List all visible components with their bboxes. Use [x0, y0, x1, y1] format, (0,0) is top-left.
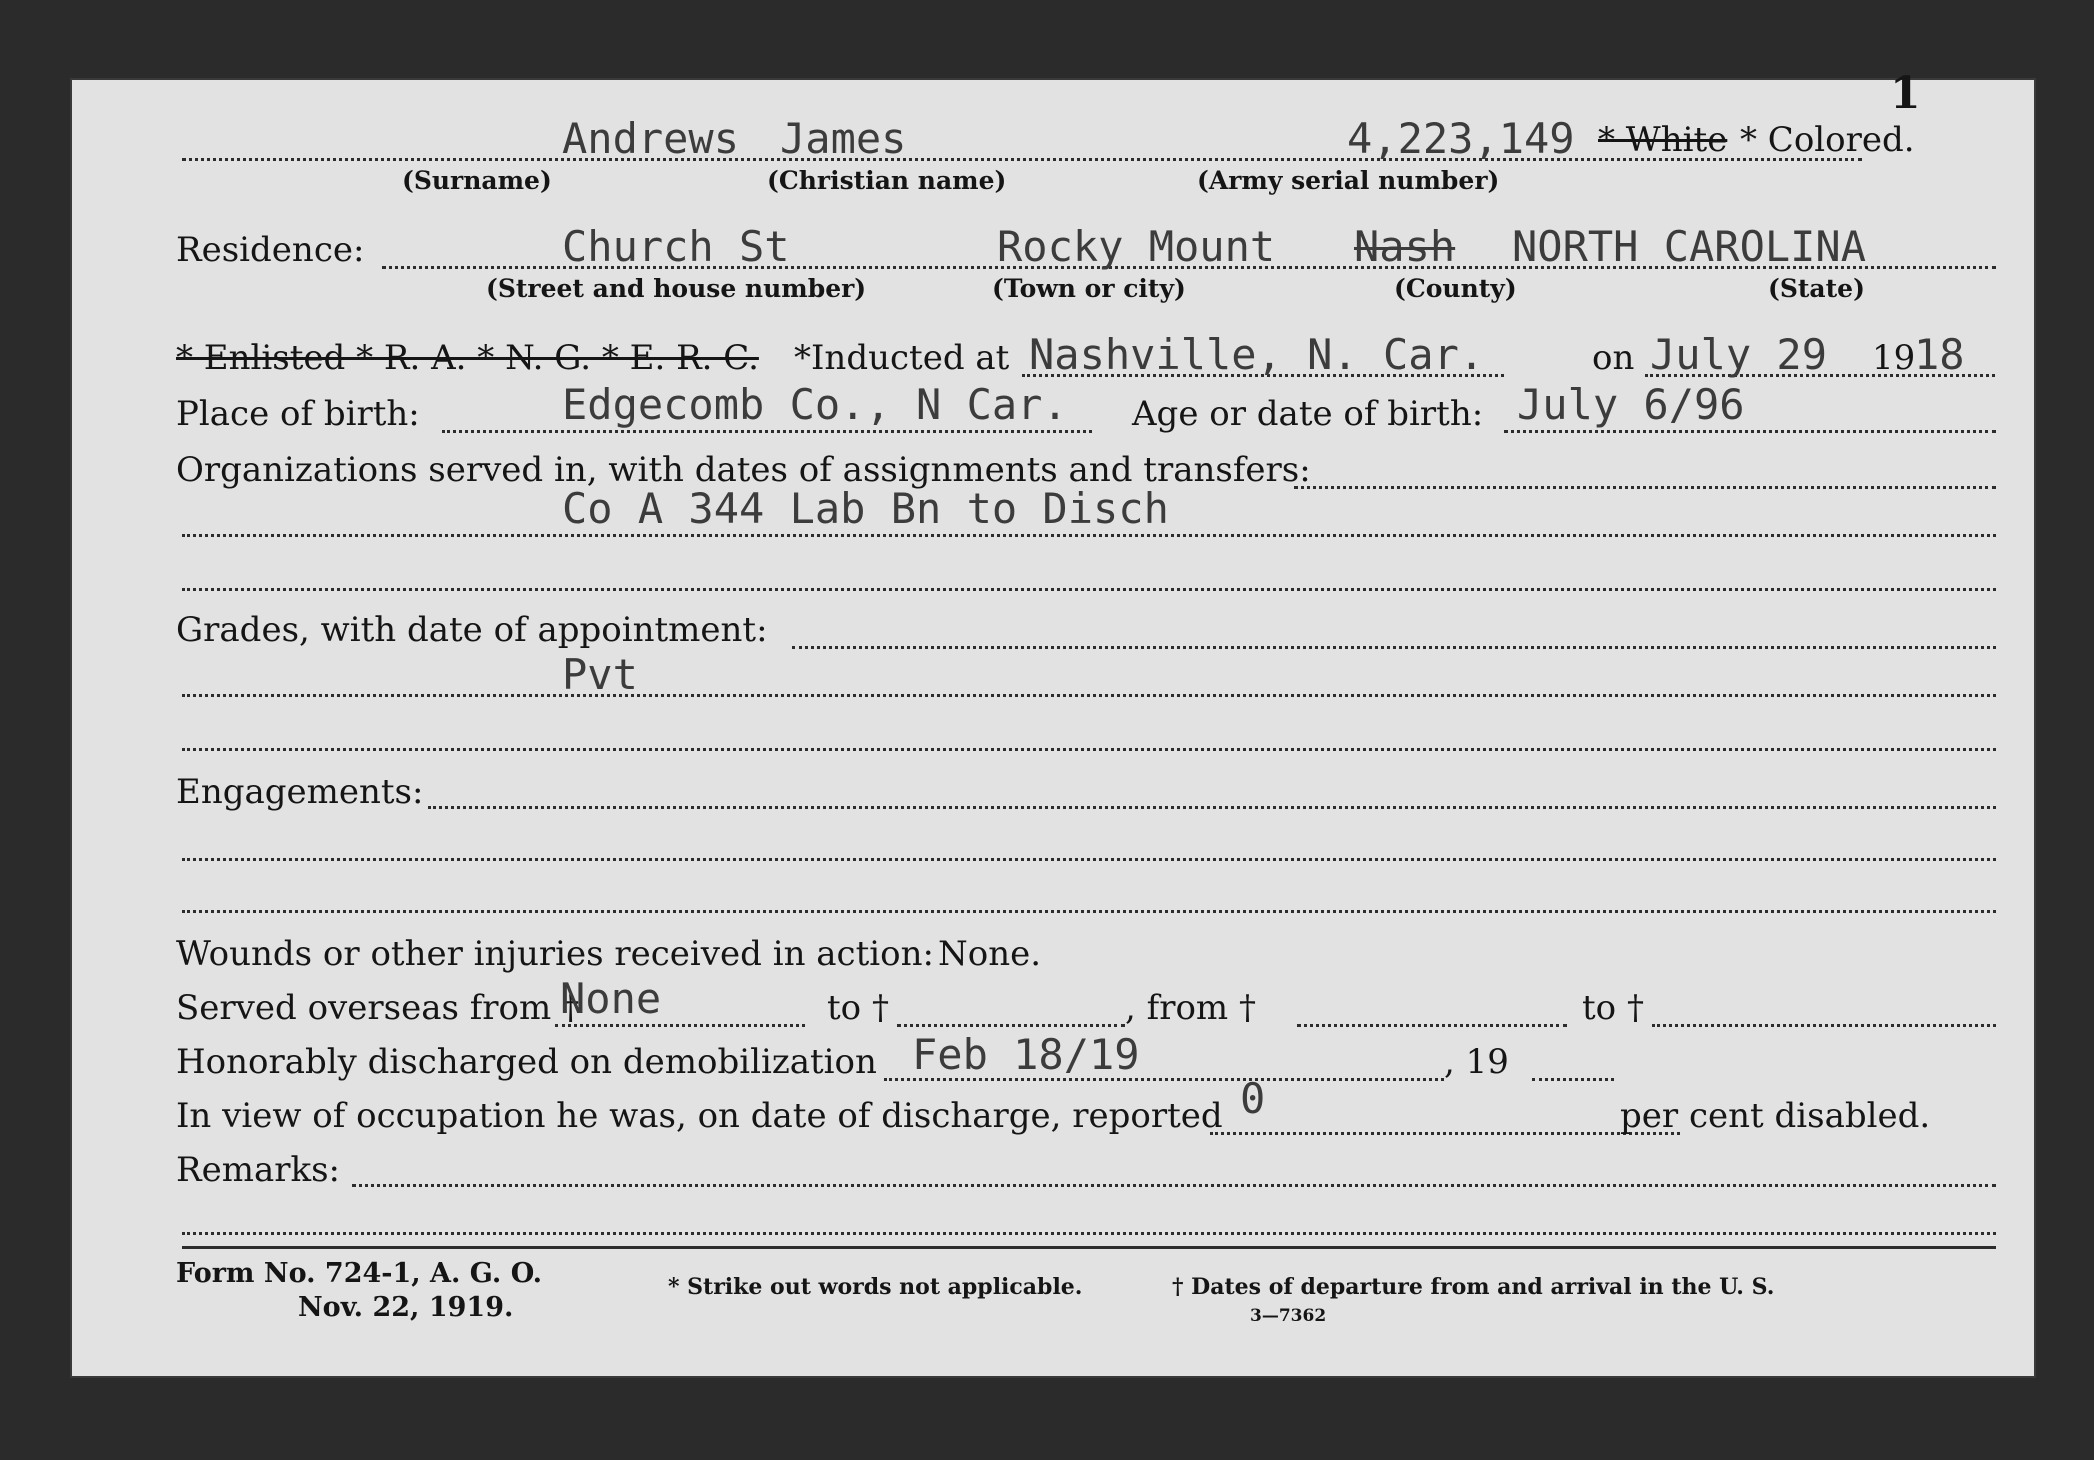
overseas-to-label: to †	[827, 988, 889, 1028]
discharge-year-label: , 19	[1444, 1042, 1509, 1082]
disability-value: 0	[1240, 1074, 1266, 1123]
form-date: Nov. 22, 1919.	[298, 1292, 514, 1323]
town-value: Rocky Mount	[997, 222, 1276, 271]
county-caption: (County)	[1394, 274, 1517, 303]
overseas-from-value: None	[560, 974, 662, 1023]
organizations-label: Organizations served in, with dates of assignments and transfers:	[176, 450, 1311, 490]
town-caption: (Town or city)	[992, 274, 1186, 303]
grades-line-3	[182, 748, 1996, 751]
grades-line-2	[182, 694, 1996, 697]
footer-rule	[182, 1246, 1996, 1249]
overseas-to2-label: to †	[1582, 988, 1644, 1028]
grades-value: Pvt	[562, 650, 638, 699]
disability-suffix: per cent disabled.	[1620, 1096, 1931, 1136]
strike-out-note: * Strike out words not applicable.	[668, 1274, 1083, 1300]
overseas-from-label: Served overseas from †	[176, 988, 580, 1028]
overseas-from-line	[555, 1024, 805, 1027]
overseas-from2-label: , from †	[1125, 988, 1256, 1028]
engagements-line-3	[182, 910, 1996, 913]
grades-line-1	[792, 646, 1996, 649]
overseas-from2-line	[1297, 1024, 1567, 1027]
white-label-struck: * White	[1598, 120, 1728, 160]
print-code: 3—7362	[1250, 1306, 1327, 1326]
discharge-date-value: Feb 18/19	[912, 1030, 1140, 1079]
inducted-label: *Inducted at	[794, 338, 1010, 378]
engagements-line-1	[428, 806, 1996, 809]
enlistment-options-struck: * Enlisted * R. A. * N. G. * E. R. C.	[176, 338, 759, 378]
remarks-line-2	[182, 1232, 1996, 1235]
residence-label: Residence:	[176, 230, 365, 270]
disability-line	[1210, 1132, 1680, 1135]
overseas-to2-line	[1652, 1024, 1996, 1027]
engagements-line-2	[182, 858, 1996, 861]
place-of-birth-value: Edgecomb Co., N Car.	[562, 380, 1068, 429]
christian-name-value: James	[780, 114, 907, 163]
remarks-line-1	[352, 1184, 1996, 1187]
state-value: NORTH CAROLINA	[1512, 222, 1867, 271]
induction-date-value: July 29	[1650, 330, 1828, 379]
discharge-year-line	[1532, 1078, 1614, 1081]
service-record-card	[72, 68, 2034, 1376]
dates-note: † Dates of departure from and arrival in the U. S.	[1172, 1274, 1775, 1300]
place-of-birth-label: Place of birth:	[176, 394, 420, 434]
county-value: Nash	[1354, 222, 1456, 271]
organizations-line-2	[182, 534, 1996, 537]
inducted-place-value: Nashville, N. Car.	[1029, 330, 1485, 379]
age-label: Age or date of birth:	[1132, 394, 1484, 434]
age-line	[1504, 430, 1996, 433]
street-value: Church St	[562, 222, 790, 271]
organizations-line-3	[182, 588, 1996, 591]
surname-value: Andrews	[562, 114, 740, 163]
wounds-value: None.	[938, 934, 1042, 974]
form-number: Form No. 724-1, A. G. O.	[176, 1258, 543, 1289]
discharge-label: Honorably discharged on demobilization	[176, 1042, 877, 1082]
organizations-value: Co A 344 Lab Bn to Disch	[562, 484, 1169, 533]
disability-label: In view of occupation he was, on date of discharge, reported	[176, 1096, 1223, 1136]
card-number: 1	[1890, 68, 1921, 119]
year-prefix: 19	[1872, 338, 1916, 378]
serial-caption: (Army serial number)	[1197, 166, 1500, 195]
surname-caption: (Surname)	[402, 166, 552, 195]
wounds-label: Wounds or other injuries received in action:	[176, 934, 934, 974]
colored-label: * Colored.	[1740, 120, 1915, 160]
christian-name-caption: (Christian name)	[767, 166, 1007, 195]
organizations-line-1	[1294, 486, 1996, 489]
grades-label: Grades, with date of appointment:	[176, 610, 768, 650]
street-caption: (Street and house number)	[486, 274, 867, 303]
serial-number-value: 4,223,149	[1347, 114, 1575, 163]
state-caption: (State)	[1768, 274, 1865, 303]
overseas-to-line	[897, 1024, 1125, 1027]
remarks-label: Remarks:	[176, 1150, 340, 1190]
place-of-birth-line	[442, 430, 1092, 433]
on-label: on	[1592, 338, 1635, 378]
engagements-label: Engagements:	[176, 772, 424, 812]
date-of-birth-value: July 6/96	[1517, 380, 1745, 429]
induction-year-value: 18	[1914, 330, 1965, 379]
